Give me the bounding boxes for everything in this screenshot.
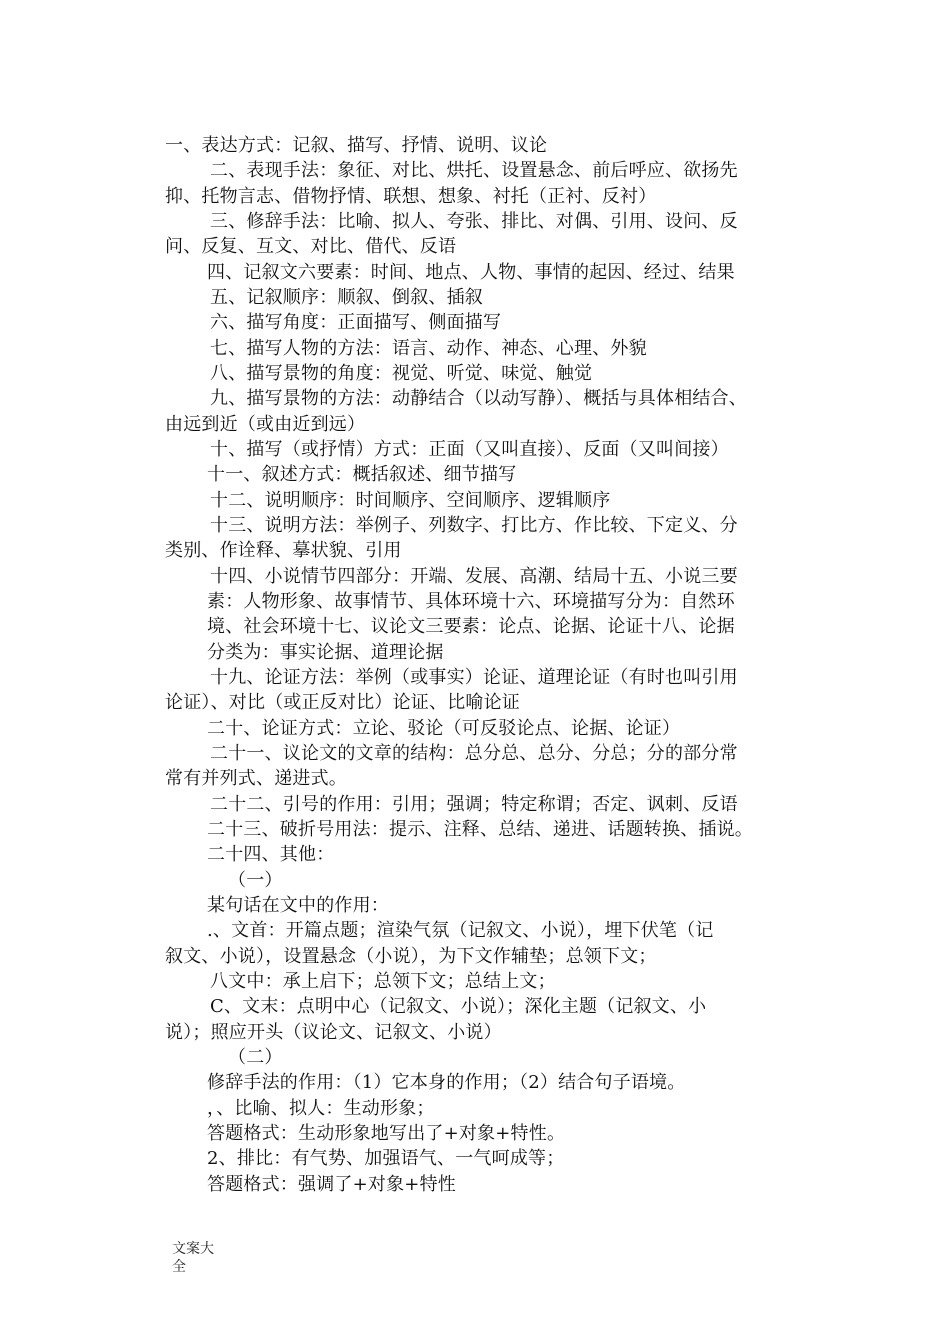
- text-line: 分类为：事实论据、道理论据: [207, 642, 444, 663]
- text-line: 2、排比：有气势、加强语气、一气呵成等；: [207, 1148, 565, 1169]
- text-line: 八、描写景物的角度：视觉、听觉、味觉、触觉: [210, 363, 593, 384]
- text-line: 十一、叙述方式：概括叙述、细节描写: [207, 464, 517, 485]
- text-line: 十二、说明顺序：时间顺序、空间顺序、逻辑顺序: [210, 490, 611, 511]
- text-line: 十三、说明方法：举例子、列数字、打比方、作比较、下定义、分: [210, 515, 738, 536]
- text-line: 十四、小说情节四部分：开端、发展、高潮、结局十五、小说三要: [210, 566, 738, 587]
- text-line: 二、表现手法：象征、对比、烘托、设置悬念、前后呼应、欲扬先: [210, 160, 738, 181]
- text-line: 论证）、对比（或正反对比）论证、比喻论证: [165, 692, 520, 713]
- text-line: 境、社会环境十七、议论文三要素：论点、论据、论证十八、论据: [207, 616, 735, 637]
- text-line: 常有并列式、递进式。: [165, 768, 347, 789]
- text-line: 四、记叙文六要素：时间、地点、人物、事情的起因、经过、结果: [207, 262, 735, 283]
- text-line: 修辞手法的作用：（1）它本身的作用；（2）结合句子语境。: [207, 1072, 686, 1093]
- text-line: 七、描写人物的方法：语言、动作、神态、心理、外貌: [210, 338, 647, 359]
- text-line: （一）: [228, 870, 283, 891]
- text-line: 八文中：承上启下；总领下文；总结上文；: [210, 971, 556, 992]
- text-line: 某句话在文中的作用：: [207, 895, 389, 916]
- text-line: ，、比喻、拟人：生动形象；: [207, 1098, 435, 1119]
- text-line: 二十二、引号的作用：引用；强调；特定称谓；否定、讽刺、反语: [210, 794, 738, 815]
- text-line: .、文首：开篇点题；渲染气氛（记叙文、小说），埋下伏笔（记: [207, 920, 714, 941]
- text-line: 十九、论证方法：举例（或事实）论证、道理论证（有时也叫引用: [210, 667, 738, 688]
- text-line: 三、修辞手法：比喻、拟人、夸张、排比、对偶、引用、设问、反: [210, 211, 738, 232]
- text-line: 九、描写景物的方法：动静结合（以动写静）、概括与具体相结合、: [210, 388, 747, 409]
- text-line: 答题格式：强调了+对象+特性: [207, 1174, 456, 1195]
- text-line: 说）；照应开头（议论文、记叙文、小说）: [165, 1022, 502, 1043]
- text-line: （二）: [228, 1047, 283, 1068]
- text-line: 抑、托物言志、借物抒情、联想、想象、衬托（正衬、反衬）: [165, 186, 657, 207]
- text-line: 问、反复、互文、对比、借代、反语: [165, 236, 457, 257]
- text-line: 二十、论证方式：立论、驳论（可反驳论点、论据、论证）: [207, 718, 681, 739]
- page-footer: [172, 1240, 232, 1276]
- text-line: 类别、作诠释、摹状貌、引用: [165, 540, 402, 561]
- text-line: 答题格式：生动形象地写出了+对象+特性。: [207, 1123, 566, 1144]
- text-line: C、文末：点明中心（记叙文、小说）；深化主题（记叙文、小: [210, 996, 707, 1017]
- text-line: 二十四、其他：: [207, 844, 335, 865]
- text-line: 六、描写角度：正面描写、侧面描写: [210, 312, 502, 333]
- text-line: 五、记叙顺序：顺叙、倒叙、插叙: [210, 287, 483, 308]
- text-line: 十、描写（或抒情）方式：正面（又叫直接）、反面（又叫间接）: [210, 439, 729, 460]
- text-line: 叙文、小说），设置悬念（小说），为下文作辅垫；总领下文；: [165, 946, 657, 967]
- footer-line-2: 全: [172, 1259, 186, 1275]
- text-line: 二十一、议论文的文章的结构：总分总、总分、分总；分的部分常: [210, 743, 738, 764]
- footer-line-1: 文案大: [172, 1241, 214, 1257]
- text-line: 素：人物形象、故事情节、具体环境十六、环境描写分为：自然环: [207, 591, 735, 612]
- text-line: 二十三、破折号用法：提示、注释、总结、递进、话题转换、插说。: [207, 819, 753, 840]
- text-line: 由远到近（或由近到远）: [165, 414, 366, 435]
- text-line: 一、表达方式：记叙、描写、抒情、说明、议论: [165, 135, 548, 156]
